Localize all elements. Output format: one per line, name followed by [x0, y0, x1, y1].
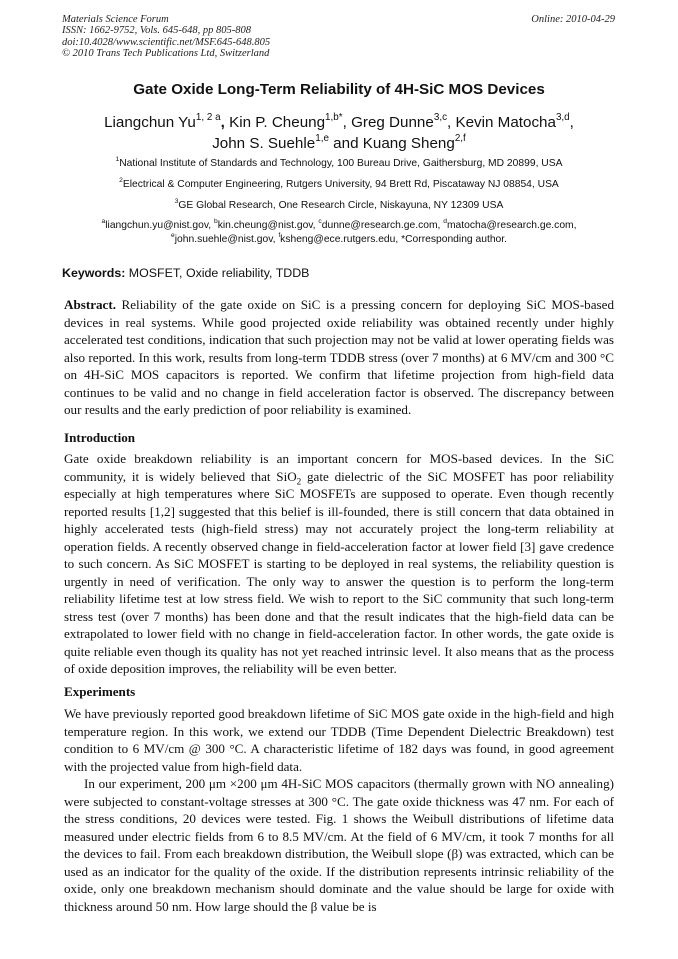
- intro-text: gate dielectric of the SiC MOSFET has poor reliability especially at high temperatures where SiC MOSFETs are supposed to operate. Even though recently reported results [1,2] suggested that this belief is ill-founded, there is still concern that data obtained in highly accelerated tests (high-field stress) may not accurately project the long-term reliability at operation fields. A recently observed change in field-acceleration factor at lower field [3] gave credence to such concern. As SiC MOSFET is starting to be deployed in real systems, the reliability question is urgently in need of verification. The only way to answer the question is to perform the long-term reliability lifetime test at low stress field. We wish to report to the SiC community that such long-term stress test (over 7 months) has been done and that the result indicates that the high-field data can be extrapolated to lower field with no change in field-acceleration factor. In other words, the gate oxide is quite reliable even though its quality has not yet reached intrinsic level. It also means that as the process of oxide deposition improves, the reliability will be even better.: [64, 468, 614, 676]
- author-conjunction: and: [333, 135, 359, 152]
- author-name: Kuang Sheng: [362, 135, 455, 152]
- experiments-paragraph-1: We have previously reported good breakdown lifetime of SiC MOS gate oxide in the high-field and high temperature region. In this work, we extend our TDDB (Time Dependent Dielectric Breakdown) test condition to 6 MV/cm @ 300 °C. A characteristic lifetime of 182 days was found, in good agreement with the projected value from high-field data.: [64, 706, 614, 774]
- author-name: John S. Suehle: [212, 135, 316, 152]
- issn-line: ISSN: 1662-9752, Vols. 645-648, pp 805-808: [62, 25, 251, 37]
- affiliation-2: [62, 178, 616, 191]
- author-affil-mark: 1, 2 a: [195, 112, 221, 124]
- intro-text: Gate oxide breakdown reliability is an important concern for MOS-based devices. In the SiC community, it is widely believed that SiO: [64, 451, 614, 484]
- experiments-heading: Experiments: [64, 684, 136, 699]
- abstract-label: Abstract.: [64, 297, 116, 312]
- affil-number: 3: [174, 198, 179, 206]
- experiments-paragraph-2: In our experiment, 200 μm ×200 μm 4H-SiC MOS capacitors (thermally grown with NO annealing) were subjected to constant-voltage stresses at 300 °C. The gate oxide thickness was 47 nm. For each of the stress conditions, 20 devices were tested. Fig. 1 shows the Weibull distributions of lifetime data measured under electric fields from 6 to 8.5 MV/cm. At the field of 6 MV/cm, it took 7 months for all the devices to fail. From each breakdown distribution, the Weibull slope (β) was extracted, which can be used as an indicator for the quality of the oxide. If the distribution represents intrinsic reliability of the oxide, only one breakdown mechanism should dominate and the value should be large for oxide with thickness around 50 nm. How large should the β value be is: [64, 776, 614, 914]
- author-name: Kevin Matocha: [455, 114, 556, 131]
- keywords-label: Keywords:: [62, 266, 126, 280]
- email: matocha@research.ge.com,: [446, 220, 577, 231]
- author-affil-mark: 1,b*: [325, 112, 343, 124]
- affil-text: National Institute of Standards and Technology, 100 Bureau Drive, Gaithersburg, MD 20899, USA: [119, 158, 563, 169]
- email-line-2: [62, 233, 616, 246]
- introduction-body: [64, 450, 614, 678]
- email-mark: a: [101, 218, 106, 226]
- keywords: [62, 266, 309, 280]
- doi-line: doi:10.4028/www.scientific.net/MSF.645-648.805: [62, 36, 271, 48]
- keywords-text: MOSFET, Oxide reliability, TDDB: [125, 266, 310, 280]
- author-affil-mark: 1,e: [315, 133, 329, 145]
- email: ksheng@ece.rutgers.edu, *Corresponding author.: [280, 234, 507, 245]
- author-affil-mark: 3,d: [555, 112, 570, 124]
- email-mark: b: [213, 218, 218, 226]
- author-affil-mark: 3,c: [433, 112, 448, 124]
- email-line-1: [62, 219, 616, 232]
- email: dunne@research.ge.com,: [321, 220, 444, 231]
- subscript: 2: [296, 476, 302, 487]
- email-mark: e: [171, 232, 175, 240]
- affil-number: 2: [119, 177, 123, 185]
- author-affil-mark: 2,f: [454, 133, 466, 145]
- affiliation-3: [62, 199, 616, 212]
- experiments-body: [64, 705, 614, 915]
- email: liangchun.yu@nist.gov,: [105, 220, 214, 231]
- paper-title: Gate Oxide Long-Term Reliability of 4H-SiC MOS Devices: [133, 81, 545, 98]
- affiliation-1: [62, 157, 616, 170]
- email-mark: f: [278, 232, 281, 240]
- author-list: Liangchun $Yu^{1, 2 a}$, Kin P. Cheung$^{1,b*}$, Greg Dunne$^{3,c}$, Kevin Matocha$^{3,d}$, John S. Suehle$^{1,e}$ and Kuang Sheng$^{2,f}$: [104, 112, 574, 152]
- abstract-text: Reliability of the gate oxide on SiC is a pressing concern for deploying SiC MOS-based devices in real systems. While good projected oxide reliability was obtained recently under highly accelerated test conditions, indication that such projection may not be valid at lower operating fields was also reported. In this work, results from long-term TDDB stress (over 7 months) at 6 MV/cm and 300 °C on 4H-SiC MOS capacitors is reported. We confirm that lifetime projection from high-field data continues to be valid and no change in field acceleration factor is observed. The discrepancy between our results and the early prediction of poor reliability is examined.: [64, 297, 614, 417]
- affil-text: Electrical & Computer Engineering, Rutgers University, 94 Brett Rd, Piscataway NJ 08854, USA: [122, 179, 559, 190]
- online-date: Online: 2010-04-29: [531, 14, 615, 25]
- affil-number: 1: [115, 156, 120, 164]
- journal-name: Materials Science Forum: [62, 14, 169, 25]
- author-name: Liangchun Yu: [104, 114, 196, 131]
- abstract: [64, 296, 614, 419]
- journal-header: [62, 14, 270, 60]
- introduction-heading: Introduction: [64, 430, 136, 445]
- email: kin.cheung@nist.gov,: [217, 220, 319, 231]
- email-mark: c: [318, 218, 322, 226]
- author-name: Kin P. Cheung: [229, 114, 326, 131]
- author-name: Greg Dunne: [351, 114, 434, 131]
- affil-text: GE Global Research, One Research Circle, Niskayuna, NY 12309 USA: [178, 200, 504, 211]
- copyright-line: © 2010 Trans Tech Publications Ltd, Switzerland: [62, 48, 270, 60]
- email: john.suehle@nist.gov,: [174, 234, 279, 245]
- email-mark: d: [443, 218, 447, 226]
